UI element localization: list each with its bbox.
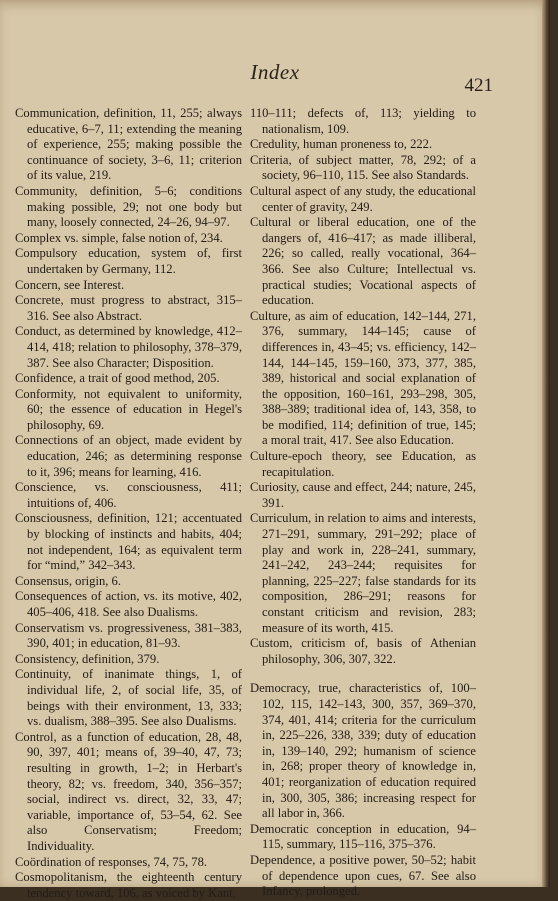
index-entry: Consequences of action, vs. its motive, 402, 405–406, 418. See also Dualisms.	[15, 589, 242, 619]
index-entry: Conformity, not equivalent to uniformity, 60; the essence of education in Hegel's philosophy, 69.	[15, 386, 242, 432]
index-entry: Concern, see Interest.	[15, 277, 125, 292]
index-entry: Democratic conception in education, 94–115, summary, 115–116, 375–376.	[250, 821, 476, 852]
index-entry: Connections of an object, made evident by education, 246; as determining response to it, 396; means for learning, 416.	[15, 433, 242, 479]
index-column-left	[15, 106, 242, 901]
index-entry: Cultural aspect of any study, the educational center of gravity, 249.	[250, 183, 476, 214]
index-entry: Democracy, true, characteristics of, 100–102, 115, 142–143, 300, 357, 369–370, 374, 401, 414; criteria for the curriculum in, 225–226, 338, 339; duty of education in, 139–140, 292; humanism of science in, 268; proper theory of knowledge in, 401; reorganization of education required in, 300, 305, 386; increasing respect for all labor in, 366.	[250, 681, 476, 821]
index-entry: Complex vs. simple, false notion of, 234.	[15, 230, 223, 245]
index-entry: 110–111; defects of, 113; yielding to nationalism, 109.	[250, 106, 476, 136]
index-entry: Cosmopolitanism, the eighteenth century tendency toward, 106, as voiced by Kant,	[15, 870, 242, 900]
page-number: 421	[464, 75, 493, 96]
running-head: Index	[250, 60, 300, 84]
index-entry: Dependence, a positive power, 50–52; habit of dependence upon cues, 67. See also Infancy, prolonged.	[250, 852, 476, 899]
index-entry: Communication, definition, 11, 255; always educative, 6–7, 11; extending the meaning of experience, 255; making possible the continuance of society, 3–6, 11; criterion of its value, 219.	[15, 106, 242, 183]
index-entry: Concrete, must progress to abstract, 315–316. See also Abstract.	[15, 293, 242, 323]
index-entry: Conduct, as determined by knowledge, 412–414, 418; relation to philosophy, 378–379, 387. See also Character; Disposition.	[15, 324, 242, 370]
index-entry: Continuity, of inanimate things, 1, of individual life, 2, of social life, 35, of beings with their environment, 13, 333; vs. dualism, 388–395. See also Dualisms.	[15, 667, 242, 729]
index-entry: Custom, criticism of, basis of Athenian philosophy, 306, 307, 322.	[250, 636, 476, 666]
index-entry: Community, definition, 5–6; conditions making possible, 29; not one body but many, loosely connected, 24–26, 94–97.	[15, 183, 242, 230]
index-entry: Consistency, definition, 379.	[15, 651, 160, 666]
index-entry: Control, as a function of education, 28, 48, 90, 397, 401; means of, 39–40, 47, 73; resulting in growth, 1–2; in Herbart's theory, 82; vs. freedom, 340, 356–357; social, indirect vs. direct, 32, 33, 47; variable, importance of, 53–54, 62. See also Conservatism; Freedom; Individuality.	[15, 729, 242, 853]
page-edge	[542, 0, 550, 887]
index-entry: Consensus, origin, 6.	[15, 573, 122, 588]
index-entry: Criteria, of subject matter, 78, 292; of a society, 96–110, 115. See also Standards.	[250, 152, 476, 183]
index-entry: Curiosity, cause and effect, 244; nature, 245, 391.	[250, 480, 476, 510]
index-entry: Compulsory education, system of, first undertaken by Germany, 112.	[15, 246, 242, 276]
index-entry: Conservatism vs. progressiveness, 381–383, 390, 401; in education, 81–93.	[15, 620, 242, 651]
index-entry: Credulity, human proneness to, 222.	[250, 137, 433, 152]
index-entry: Conscience, vs. consciousness, 411; intuitions of, 406.	[15, 480, 242, 510]
index-entry: Confidence, a trait of good method, 205.	[15, 371, 220, 386]
section-gap	[250, 667, 476, 681]
index-column-right	[250, 106, 476, 900]
index-entry: Culture-epoch theory, see Education, as recapitulation.	[250, 449, 476, 479]
index-entry: Consciousness, definition, 121; accentuated by blocking of instincts and habits, 404; not independent, 164; as equivalent term for “mind,” 342–343.	[15, 511, 242, 573]
index-entry: Cultural or liberal education, one of the dangers of, 416–417; as made illiberal, 226; so called, really vocational, 364–366. See also Culture; Intellectual vs. practical studies; Vocational aspects of education.	[250, 215, 476, 308]
index-entry: Coördination of responses, 74, 75, 78.	[15, 854, 208, 869]
index-entry: Culture, as aim of education, 142–144, 271, 376, summary, 144–145; cause of differences in, 43–45; vs. efficiency, 142–144, 144–145, 159–160, 373, 377, 385, 389, historical and social explanation of the opposition, 160–161, 293–298, 305, 388–389; traditional idea of, 143, 358, to be modified, 114; definition of true, 145; a moral trait, 417. See also Education.	[250, 308, 476, 448]
index-entry: Curriculum, in relation to aims and interests, 271–291, summary, 291–292; place of play and work in, 228–241, summary, 241–242, 243–244; requisites for planning, 225–227; false standards for its composition, 286–291; reasons for constant criticism and revision, 283; measure of its worth, 415.	[250, 511, 476, 635]
